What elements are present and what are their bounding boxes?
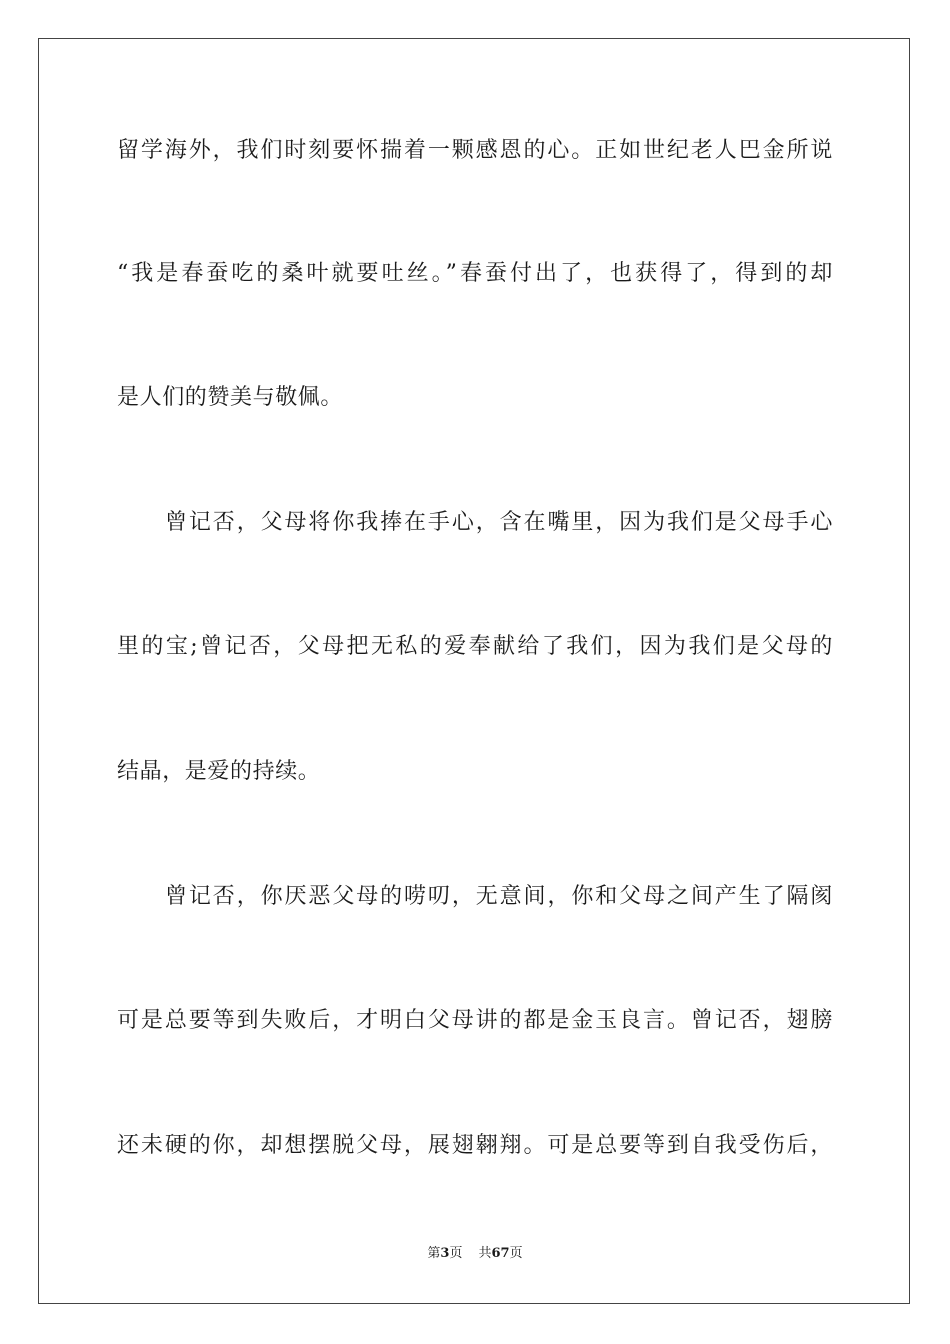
text-line-7: 曾记否，你厌恶父母的唠叨，无意间，你和父母之间产生了隔阂 (165, 884, 833, 909)
text-line-1: 留学海外，我们时刻要怀揣着一颗感恩的心。正如世纪老人巴金所说 (117, 138, 833, 163)
total-suffix: 页 (509, 1246, 523, 1261)
text-line-6: 结晶，是爱的持续。 (117, 759, 321, 784)
page-number: 3 (440, 1246, 450, 1261)
text-line-2: “我是春蚕吃的桑叶就要吐丝。”春蚕付出了，也获得了，得到的却 (117, 261, 833, 286)
text-line-3: 是人们的赞美与敬佩。 (117, 385, 344, 410)
total-pages: 67 (491, 1246, 510, 1261)
page-footer (0, 1245, 950, 1263)
text-line-4: 曾记否，父母将你我捧在手心，含在嘴里，因为我们是父母手心 (165, 510, 833, 535)
page-prefix: 第 (427, 1246, 441, 1261)
total-prefix: 共 (478, 1246, 492, 1261)
page-frame (38, 38, 910, 1304)
page-suffix: 页 (449, 1246, 463, 1261)
text-line-9: 还未硬的你，却想摆脱父母，展翅翱翔。可是总要等到自我受伤后， (117, 1133, 833, 1158)
text-line-8: 可是总要等到失败后，才明白父母讲的都是金玉良言。曾记否，翅膀 (117, 1008, 833, 1033)
text-line-5: 里的宝;曾记否，父母把无私的爱奉献给了我们，因为我们是父母的 (117, 634, 833, 659)
